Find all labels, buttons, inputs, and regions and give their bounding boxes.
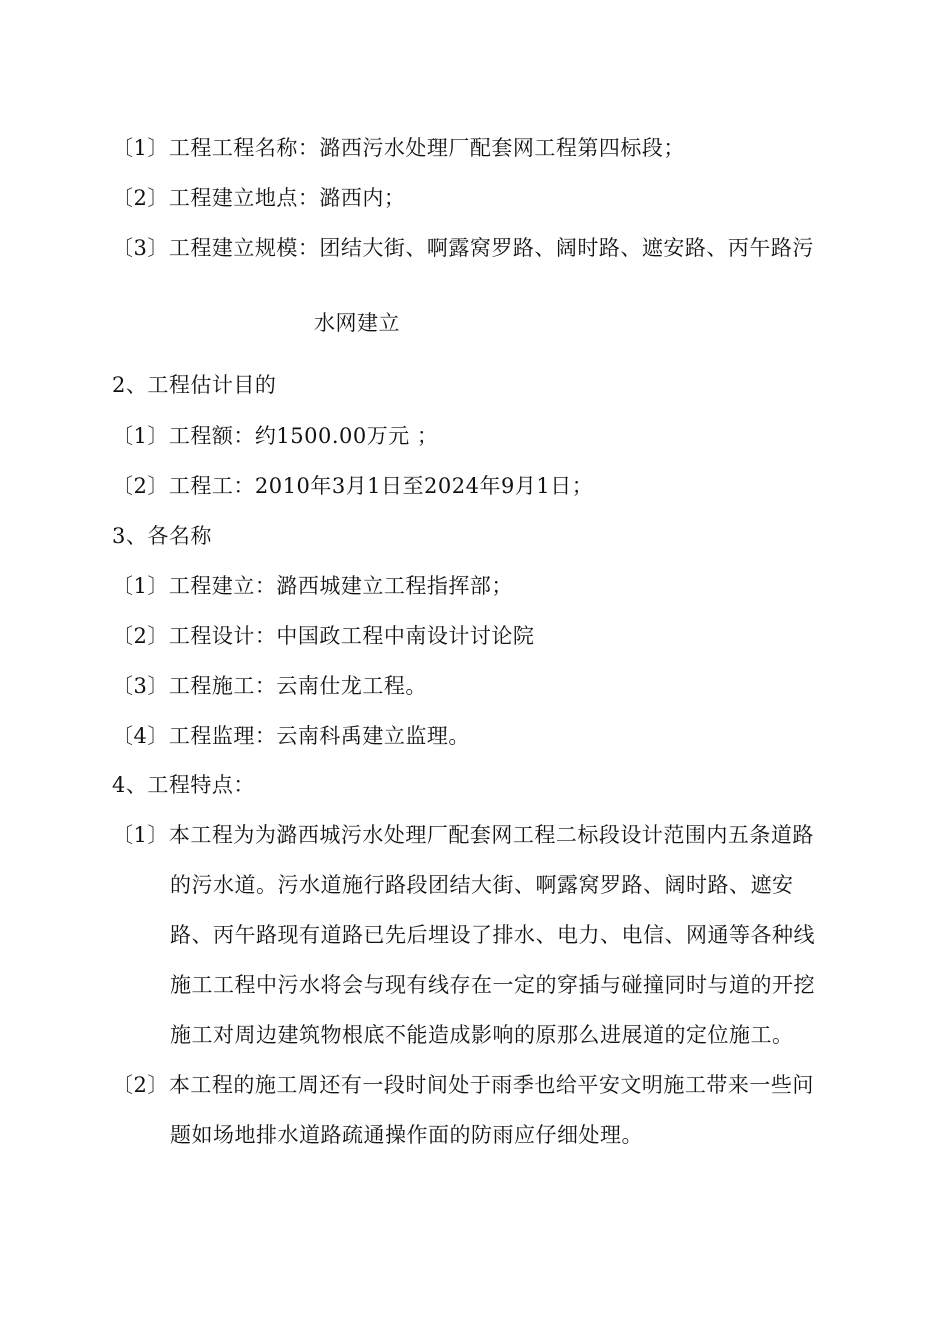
item-number: 〔3〕: [112, 674, 169, 698]
item-number: 〔2〕: [112, 624, 169, 648]
item-supervisor: [112, 721, 470, 751]
item-text: 工程工：2010年3月1日至2024年9月1日；: [168, 474, 594, 498]
item-project-location: [112, 183, 405, 213]
item-designer: [112, 621, 534, 651]
item-number: 〔4〕: [112, 724, 169, 748]
feature-item-1-line-3: 路、丙午路现有道路已先后埋设了排水、电力、电信、网通等各种线: [170, 923, 815, 947]
feature-item-1-line-5: 施工对周边建筑物根底不能造成影响的原那么进展道的定位施工。: [170, 1023, 794, 1047]
section-heading-features: 4、工程特点：: [112, 773, 255, 797]
item-project-scale-continuation: 水网建立: [314, 311, 400, 335]
feature-item-2-line-1: [112, 1070, 814, 1100]
item-text: 工程工程名称：潞西污水处理厂配套网工程第四标段；: [168, 136, 685, 160]
feature-item-1-line-1: [112, 820, 814, 850]
item-text: 工程额：约1500.00万元 ；: [168, 424, 439, 448]
item-number: 〔2〕: [112, 474, 169, 498]
item-number: 〔2〕: [112, 186, 169, 210]
item-number: 〔3〕: [112, 236, 169, 260]
item-text: 本工程为为潞西城污水处理厂配套网工程二标段设计范围内五条道路: [168, 823, 814, 847]
item-number: 〔1〕: [112, 823, 169, 847]
item-project-scale: [112, 233, 814, 263]
item-number: 〔1〕: [112, 424, 169, 448]
item-text: 工程施工：云南仕龙工程。: [168, 674, 427, 698]
item-schedule: [112, 471, 593, 501]
feature-item-2-line-2: 题如场地排水道路疏通操作面的防雨应仔细处理。: [170, 1123, 643, 1147]
item-number: 〔1〕: [112, 136, 169, 160]
item-text: 工程设计：中国政工程中南设计讨论院: [168, 624, 535, 648]
item-number: 〔1〕: [112, 574, 169, 598]
section-heading-estimate: 2、工程估计目的: [112, 373, 277, 397]
item-project-name: [112, 133, 685, 163]
item-budget: [112, 421, 438, 451]
item-number: 〔2〕: [112, 1073, 169, 1097]
item-contractor: [112, 671, 427, 701]
feature-item-1-line-4: 施工工程中污水将会与现有线存在一定的穿插与碰撞同时与道的开挖: [170, 973, 815, 997]
item-owner: [112, 571, 513, 601]
item-text: 本工程的施工周还有一段时间处于雨季也给平安文明施工带来一些问: [168, 1073, 814, 1097]
item-text: 工程建立地点：潞西内；: [168, 186, 406, 210]
feature-item-1-line-2: 的污水道。污水道施行路段团结大街、啊露窝罗路、阔时路、遮安: [170, 873, 794, 897]
item-text: 工程建立：潞西城建立工程指挥部；: [168, 574, 513, 598]
section-heading-names: 3、各名称: [112, 524, 212, 548]
item-text: 工程建立规模：团结大街、啊露窝罗路、阔时路、遮安路、丙午路污: [168, 236, 814, 260]
item-text: 工程监理：云南科禹建立监理。: [168, 724, 470, 748]
